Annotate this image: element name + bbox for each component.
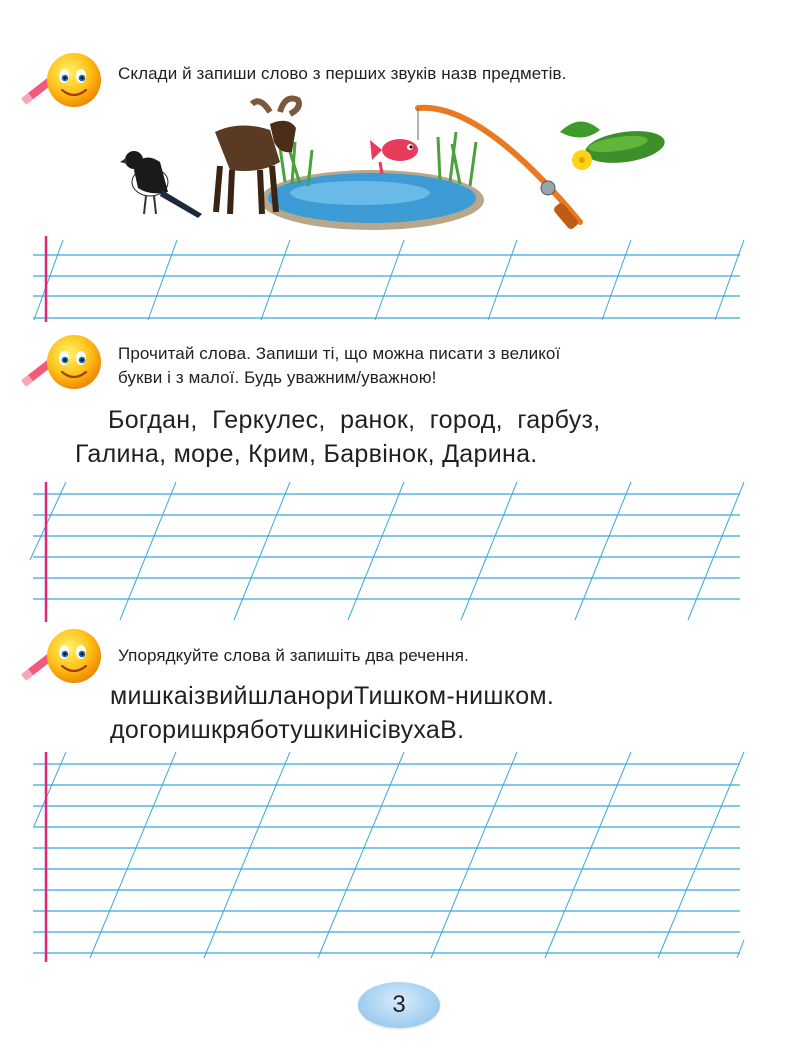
task3-line2: догоришкряботушкинісівухаВ. xyxy=(110,716,465,744)
task1-instruction: Склади й запиши слово з перших звуків назв предметів. xyxy=(118,64,567,83)
task3-line1: мишкаізвийшланориТишком-нишком. xyxy=(110,682,555,710)
page-number-badge xyxy=(358,982,440,1028)
task3-instruction: Упорядкуйте слова й запишіть два речення. xyxy=(118,646,469,665)
task2-instruction-line1: Прочитай слова. Запиши ті, що можна писати з великої xyxy=(118,344,561,363)
page-number: 3 xyxy=(392,991,406,1018)
task2-instruction-line2: букви і з малої. Будь уважним/уважною! xyxy=(118,368,437,387)
task2-words-line2: Галина, море, Крим, Барвінок, Дарина. xyxy=(75,440,538,468)
task2-words-line1: Богдан, Геркулес, ранок, город, гарбуз, xyxy=(108,406,601,434)
